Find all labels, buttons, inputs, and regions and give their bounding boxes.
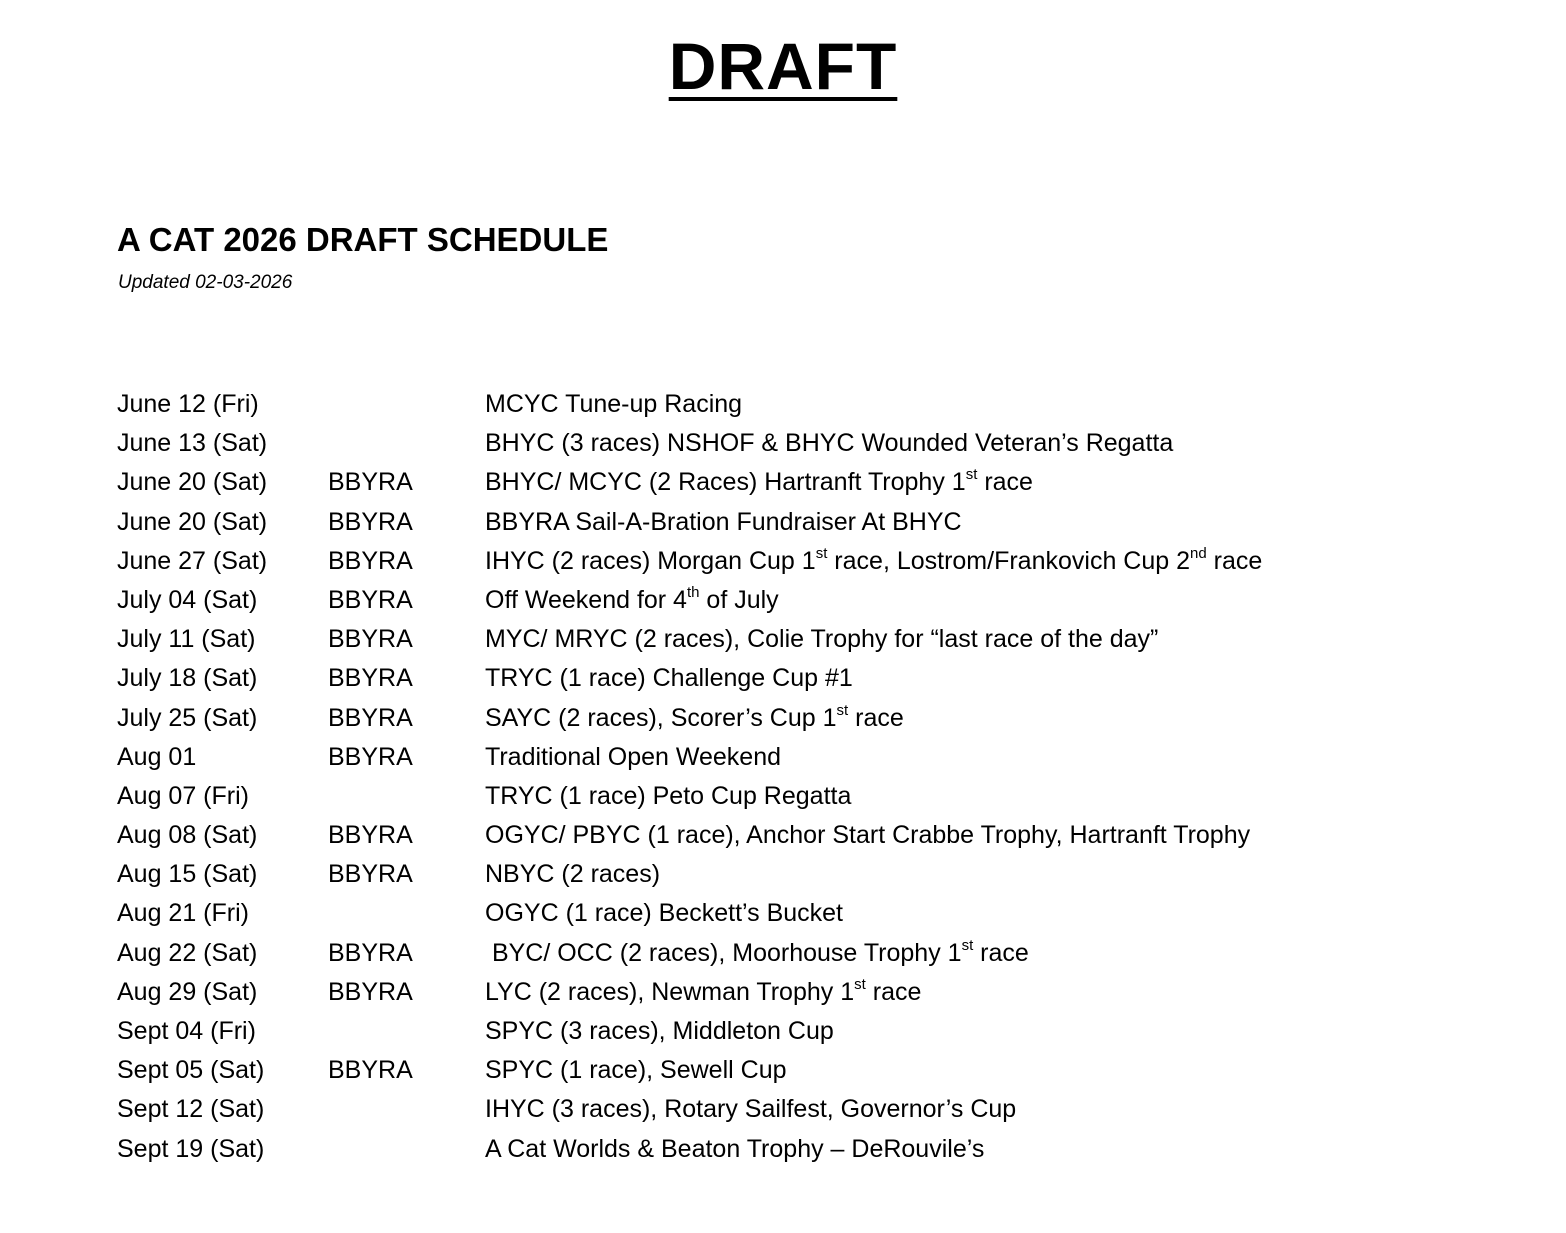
row-league: BBYRA [328, 938, 413, 967]
event-text: SPYC (3 races), Middleton Cup [485, 1017, 834, 1045]
schedule-row [117, 385, 1537, 424]
ordinal-suffix: th [686, 583, 700, 601]
row-date: Aug 08 (Sat) [117, 821, 258, 850]
event-text: BYC/ OCC (2 races), Moorhouse Trophy 1 [485, 938, 962, 967]
row-date: July 04 (Sat) [117, 585, 258, 614]
schedule-row [117, 973, 1537, 1012]
ordinal-suffix: st [965, 466, 978, 484]
schedule-list [117, 385, 1537, 1169]
schedule-row [117, 1130, 1537, 1169]
row-date: July 18 (Sat) [117, 664, 258, 693]
row-date: Aug 29 (Sat) [117, 977, 258, 1006]
event-text: BHYC/ MCYC (2 Races) Hartranft Trophy 1 [485, 468, 966, 497]
schedule-row [117, 699, 1537, 738]
ordinal-suffix: st [815, 544, 828, 562]
event-text: race [973, 938, 1029, 967]
event-text: race [1206, 546, 1263, 575]
row-event [485, 1130, 984, 1169]
event-text: IHYC (3 races), Rotary Sailfest, Governor’s Cup [485, 1095, 1017, 1124]
row-league: BBYRA [328, 860, 413, 889]
row-league: BBYRA [328, 703, 413, 732]
row-league: BBYRA [328, 742, 413, 771]
row-event [485, 973, 921, 1012]
row-league: BBYRA [328, 468, 413, 497]
schedule-row [117, 503, 1537, 542]
event-text: A Cat Worlds & Beaton Trophy – DeRouvile’s [485, 1134, 985, 1163]
row-date: Aug 21 (Fri) [117, 899, 249, 928]
row-date: Aug 07 (Fri) [117, 781, 249, 810]
row-event [485, 1051, 787, 1090]
row-league: BBYRA [328, 664, 413, 693]
event-text: LYC (2 races), Newman Trophy 1 [485, 977, 855, 1006]
row-event [485, 777, 851, 816]
schedule-row [117, 934, 1537, 973]
ordinal-suffix: st [961, 936, 974, 954]
event-text: race [865, 977, 922, 1006]
ordinal-suffix: nd [1190, 544, 1207, 562]
event-text: TRYC (1 race) Challenge Cup #1 [485, 664, 853, 693]
row-date: June 13 (Sat) [117, 429, 268, 458]
schedule-row [117, 463, 1537, 502]
event-text: race [977, 468, 1033, 497]
row-date: Sept 19 (Sat) [117, 1134, 265, 1163]
row-event [485, 855, 660, 894]
draft-banner [0, 28, 1566, 104]
row-event [485, 581, 779, 620]
row-date: June 12 (Fri) [117, 390, 259, 418]
row-event [485, 659, 853, 698]
row-league: BBYRA [328, 821, 413, 850]
event-text: SAYC (2 races), Scorer’s Cup 1 [485, 703, 837, 732]
event-text: MYC/ MRYC (2 races), Colie Trophy for “last race of the day” [485, 625, 1159, 654]
row-event [485, 503, 962, 542]
row-date: June 20 (Sat) [117, 468, 268, 497]
event-text: OGYC/ PBYC (1 race), Anchor Start Crabbe Trophy, Hartranft Trophy [485, 821, 1251, 850]
event-text: Off Weekend for 4 [485, 585, 687, 614]
schedule-row [117, 894, 1537, 933]
ordinal-suffix: st [836, 701, 849, 719]
row-event [485, 1090, 1016, 1129]
row-date: June 27 (Sat) [117, 546, 268, 575]
schedule-row [117, 855, 1537, 894]
row-event [485, 542, 1262, 581]
row-date: Aug 22 (Sat) [117, 938, 258, 967]
row-event [485, 463, 1033, 502]
schedule-row [117, 1012, 1537, 1051]
draft-banner-text: DRAFT [668, 29, 898, 103]
row-event [485, 620, 1158, 659]
event-text: of July [699, 585, 779, 614]
event-text: Traditional Open Weekend [485, 742, 782, 771]
row-date: Sept 05 (Sat) [117, 1056, 265, 1085]
event-text: race, Lostrom/Frankovich Cup 2 [827, 546, 1191, 575]
updated-date: Updated 02-03-2026 [118, 272, 293, 293]
row-league: BBYRA [328, 625, 413, 654]
schedule-row [117, 581, 1537, 620]
schedule-row [117, 816, 1537, 855]
row-event [485, 424, 1173, 463]
event-text: IHYC (2 races) Morgan Cup 1 [485, 546, 816, 575]
row-event [485, 699, 904, 738]
row-event [485, 1012, 834, 1051]
event-text: OGYC (1 race) Beckett’s Bucket [485, 899, 843, 928]
schedule-row [117, 620, 1537, 659]
schedule-title: A CAT 2026 DRAFT SCHEDULE [117, 221, 609, 258]
row-date: Aug 15 (Sat) [117, 860, 258, 889]
row-date: Sept 04 (Fri) [117, 1017, 256, 1045]
row-date: Sept 12 (Sat) [117, 1095, 265, 1124]
row-date: June 20 (Sat) [117, 507, 268, 536]
schedule-row [117, 424, 1537, 463]
event-text: SPYC (1 race), Sewell Cup [485, 1056, 787, 1085]
row-date: July 11 (Sat) [117, 625, 256, 654]
row-event [485, 894, 843, 933]
schedule-row [117, 777, 1537, 816]
schedule-row [117, 1090, 1537, 1129]
row-date: July 25 (Sat) [117, 703, 258, 732]
ordinal-suffix: st [854, 975, 866, 993]
event-text: NBYC (2 races) [485, 860, 661, 889]
schedule-row [117, 738, 1537, 777]
schedule-row [117, 1051, 1537, 1090]
event-text: TRYC (1 race) Peto Cup Regatta [485, 781, 852, 810]
row-event [485, 934, 1029, 973]
row-league: BBYRA [328, 507, 413, 536]
event-text: BHYC (3 races) NSHOF & BHYC Wounded Veteran’s Regatta [485, 429, 1174, 458]
row-league: BBYRA [328, 585, 413, 614]
row-league: BBYRA [328, 977, 413, 1006]
row-league: BBYRA [328, 546, 413, 575]
schedule-row [117, 542, 1537, 581]
row-event [485, 385, 742, 424]
schedule-row [117, 659, 1537, 698]
event-text: race [848, 703, 904, 732]
row-date: Aug 01 [117, 742, 197, 771]
row-league: BBYRA [328, 1056, 413, 1085]
row-event [485, 738, 781, 777]
event-text: BBYRA Sail-A-Bration Fundraiser At BHYC [485, 507, 962, 536]
event-text: MCYC Tune-up Racing [485, 390, 743, 418]
row-event [485, 816, 1250, 855]
